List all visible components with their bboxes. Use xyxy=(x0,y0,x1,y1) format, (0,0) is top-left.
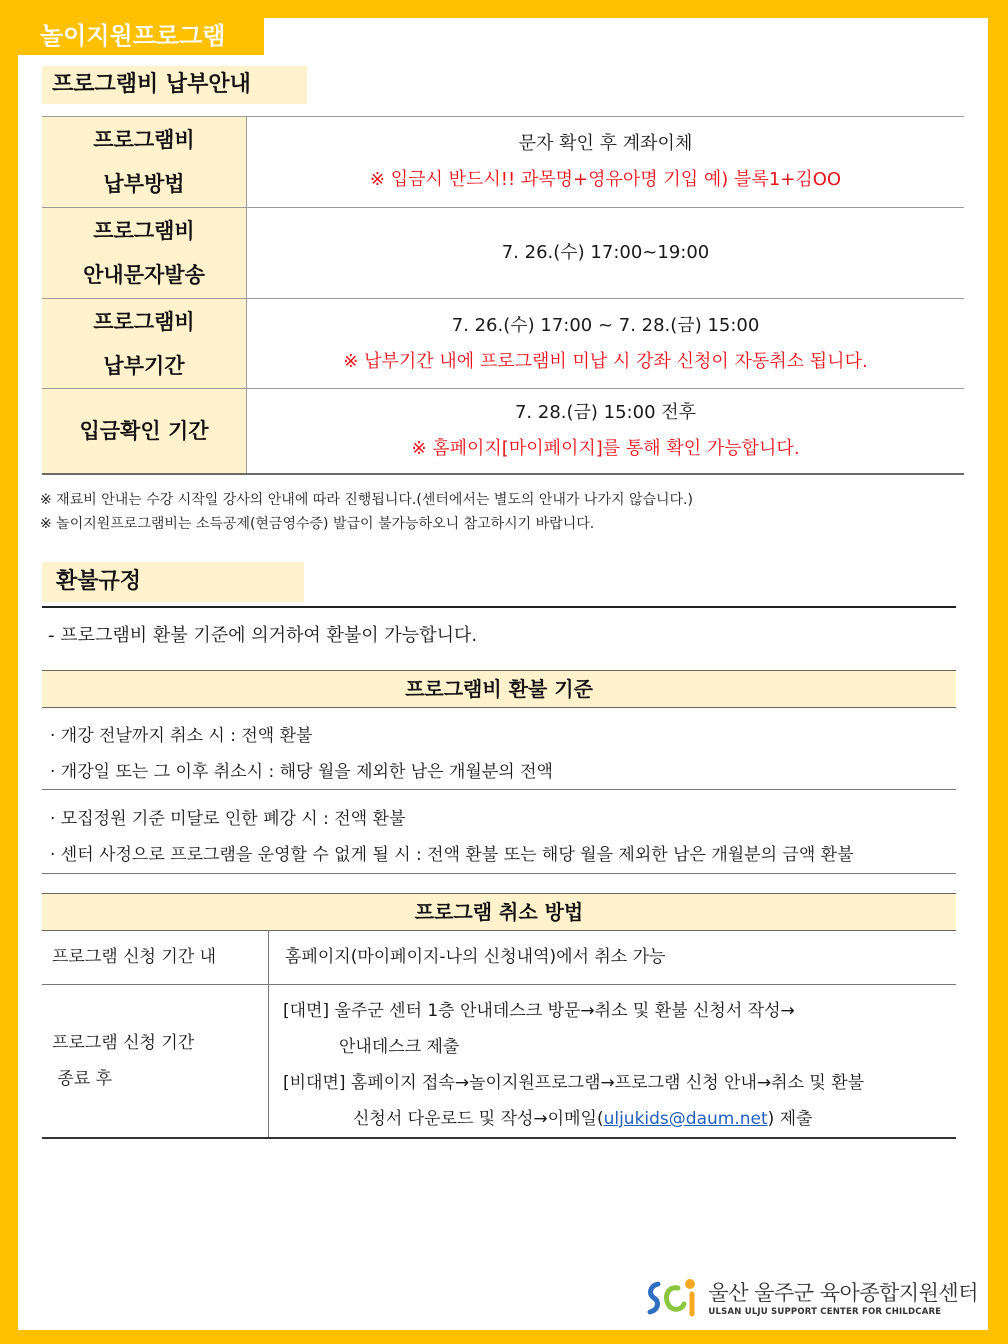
criteria-item: · 모집정원 기준 미달로 인한 폐강 시 : 전액 환불 xyxy=(50,809,406,829)
warning-note: ※ 입금시 반드시!! 과목명+영유아명 기입 예) 블록1+김OO xyxy=(369,169,842,190)
header-line: 프로그램비 xyxy=(93,219,195,243)
cancel-method-header: 프로그램 취소 방법 xyxy=(42,893,956,931)
payment-row-confirm xyxy=(42,389,964,475)
payment-row-content xyxy=(247,208,964,298)
payment-row-period xyxy=(42,299,964,389)
payment-row-content xyxy=(247,389,964,473)
payment-row-header xyxy=(42,208,247,298)
payment-note: ※ 놀이지원프로그램비는 소득공제(현금영수증) 발급이 불가능하오니 참고하시기 바랍니다. xyxy=(40,516,595,532)
cancel-method-table xyxy=(42,930,956,1139)
cancel-row-header xyxy=(42,930,269,984)
cancel-row-content xyxy=(269,930,956,984)
content-line xyxy=(283,1101,956,1137)
payment-row-content xyxy=(247,117,964,207)
content-line: 문자 확인 후 계좌이체 xyxy=(518,133,693,154)
cancel-row-after-period xyxy=(42,985,956,1139)
org-name-english: ULSAN ULJU SUPPORT CENTER FOR CHILDCARE xyxy=(708,1307,942,1317)
program-category-tag: 놀이지원프로그램 xyxy=(18,18,264,55)
header-line: 안내문자발송 xyxy=(83,263,205,287)
content-line: 홈페이지(마이페이지-나의 신청내역)에서 취소 가능 xyxy=(285,947,666,967)
section-divider xyxy=(42,606,956,608)
payment-row-sms xyxy=(42,208,964,299)
warning-note: ※ 홈페이지[마이페이지]를 통해 확인 가능합니다. xyxy=(411,438,800,459)
payment-row-content xyxy=(247,299,964,388)
org-name-korean: 울산 울주군 육아종합지원센터 xyxy=(708,1281,978,1305)
header-line: 프로그램 신청 기간 내 xyxy=(52,947,217,967)
refund-intro: - 프로그램비 환불 기준에 의거하여 환불이 가능합니다. xyxy=(48,625,478,646)
payment-note: ※ 재료비 안내는 수강 시작일 강사의 안내에 따라 진행됩니다.(센터에서는 별도의 안내가 나가지 않습니다.) xyxy=(40,492,693,508)
content-line: [대면] 울주군 센터 1층 안내데스크 방문→취소 및 환불 신청서 작성→ xyxy=(283,1001,795,1021)
refund-criteria-header: 프로그램비 환불 기준 xyxy=(42,670,956,708)
header-line: 납부기간 xyxy=(103,353,185,378)
criteria-item: · 센터 사정으로 프로그램을 운영할 수 없게 될 시 : 전액 환불 또는 해당 월을 제외한 남은 개월분의 금액 환불 xyxy=(50,845,854,865)
cancel-row-within-period xyxy=(42,930,956,985)
org-name xyxy=(708,1277,978,1317)
payment-section-title: 프로그램비 납부안내 xyxy=(42,66,307,104)
content-line: 7. 28.(금) 15:00 전후 xyxy=(514,402,697,423)
criteria-divider xyxy=(42,873,956,874)
criteria-divider xyxy=(42,789,956,790)
refund-section-title: 환불규정 xyxy=(42,562,304,602)
payment-row-header xyxy=(42,299,247,388)
payment-row-header xyxy=(42,117,247,207)
cancel-row-header xyxy=(42,985,269,1137)
header-line: 프로그램비 xyxy=(93,128,195,152)
content-text: ) 제출 xyxy=(767,1109,813,1129)
header-line: 입금확인 기간 xyxy=(79,419,209,443)
content-line: 7. 26.(수) 17:00 ~ 7. 28.(금) 15:00 xyxy=(451,314,760,336)
center-logo-icon xyxy=(644,1274,700,1320)
content-line: 안내데스크 제출 xyxy=(339,1037,460,1057)
header-line: 프로그램비 xyxy=(93,309,195,334)
footer-logo xyxy=(644,1274,978,1320)
payment-table xyxy=(42,116,964,475)
content-line: 7. 26.(수) 17:00~19:00 xyxy=(501,242,710,263)
warning-note: ※ 납부기간 내에 프로그램비 미납 시 강좌 신청이 자동취소 됩니다. xyxy=(343,350,868,372)
criteria-item: · 개강 전날까지 취소 시 : 전액 환불 xyxy=(50,726,313,746)
content-line: [비대면] 홈페이지 접속→놀이지원프로그램→프로그램 신청 안내→취소 및 환불 xyxy=(283,1073,865,1093)
payment-row-method xyxy=(42,117,964,208)
cancel-row-content xyxy=(269,985,956,1137)
header-line: 프로그램 신청 기간 xyxy=(52,1033,195,1053)
payment-row-header xyxy=(42,389,247,473)
header-line: 종료 후 xyxy=(52,1069,113,1089)
email-link[interactable]: uljukids@daum.net xyxy=(603,1109,768,1129)
criteria-item: · 개강일 또는 그 이후 취소시 : 해당 월을 제외한 남은 개월분의 전액 xyxy=(50,762,553,782)
header-line: 납부방법 xyxy=(103,172,185,196)
content-text: 신청서 다운로드 및 작성→이메일( xyxy=(353,1109,604,1129)
